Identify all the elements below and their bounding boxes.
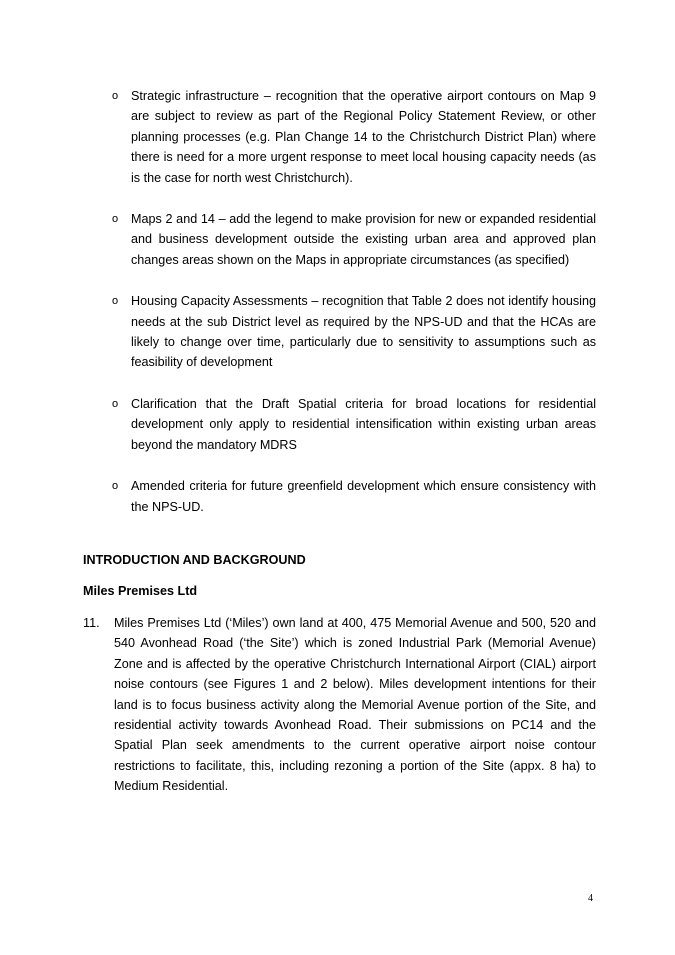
bullet-text: Clarification that the Draft Spatial criteria for broad locations for residential development only apply to residential intensification within existing urban areas beyond the mandatory MDRS — [131, 396, 596, 452]
bullet-marker: o — [112, 397, 119, 410]
bullet-marker: o — [112, 295, 119, 308]
bullet-text: Strategic infrastructure – recognition that the operative airport contours on Map 9 are subject to review as part of the Regional Policy Statement Review, or other planning processes (e.g. Plan Change 14 to the Christchurch District Plan) where there is need for a more urgent response to meet local housing capacity needs (as is the case for north west Christchurch). — [131, 89, 596, 185]
bullet-text: Amended criteria for future greenfield development which ensure consistency with the NPS-UD. — [131, 479, 596, 514]
bullet-list — [112, 86, 596, 538]
bullet-marker: o — [112, 480, 119, 493]
bullet-item-greenfield — [112, 476, 596, 517]
bullet-marker: o — [112, 90, 119, 102]
subheading: Miles Premises Ltd — [83, 584, 198, 598]
bullet-text: Housing Capacity Assessments – recognition that Table 2 does not identify housing needs at the sub District level as required by the NPS-UD and that the HCAs are likely to change over time, particularly due to sensitivity to assumptions such as feasibility of development — [131, 294, 596, 370]
section-heading: INTRODUCTION AND BACKGROUND — [83, 553, 306, 567]
bullet-item-clarification — [112, 394, 596, 455]
paragraph-number: 11. — [83, 616, 100, 630]
paragraph-text: Miles Premises Ltd (‘Miles’) own land at 400, 475 Memorial Avenue and 500, 520 and 540 Avonhead Road (‘the Site’) which is zoned Industrial Park (Memorial Avenue) Zone and is affected by the operative Christchurch International Airport (CIAL) airport noise contours (see Figures 1 and 2 below). Miles development intentions for their land is to focus business activity along the Memorial Avenue portion of the Site, and residential activity towards Avonhead Road. Their submissions on PC14 and the Spatial Plan seek amendments to the current operative airport noise contour restrictions to facilitate, this, including rezoning a portion of the Site (appx. 8 ha) to Medium Residential. — [114, 616, 596, 794]
bullet-marker: o — [112, 213, 119, 226]
bullet-item-strategic-infrastructure — [112, 86, 596, 188]
page-number: 4 — [588, 893, 593, 904]
bullet-item-maps — [112, 209, 596, 270]
bullet-text: Maps 2 and 14 – add the legend to make provision for new or expanded residential and business development outside the existing urban area and approved plan changes areas shown on the Maps in appropriate circumstances (as specified) — [131, 212, 596, 267]
numbered-paragraph — [83, 613, 596, 797]
bullet-item-housing-capacity — [112, 291, 596, 373]
